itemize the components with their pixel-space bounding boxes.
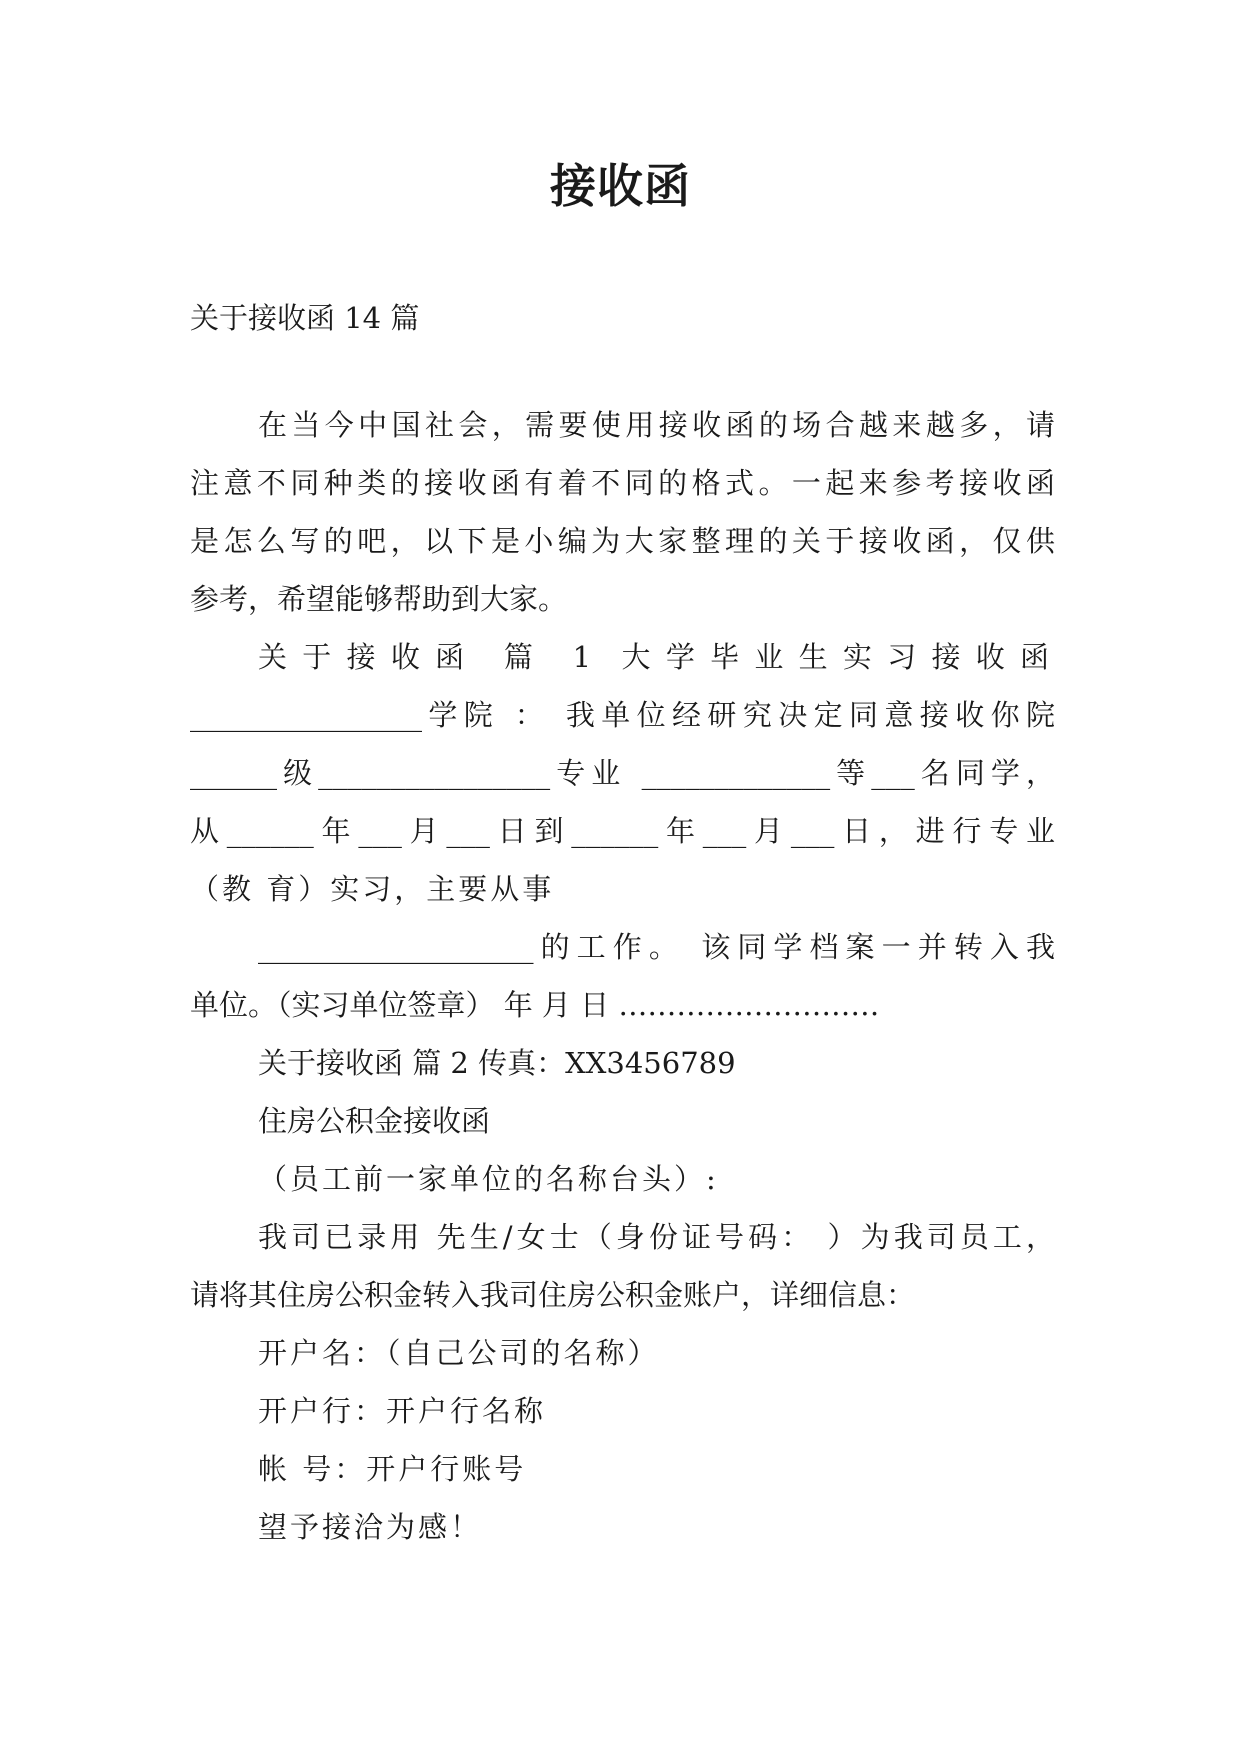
document-subtitle: 关于接收函 14 篇	[190, 301, 420, 335]
paragraph-line: 单位。（实习单位签章） 年 月 日 ………………………	[190, 988, 880, 1022]
paragraph-line: 我司已录用 先生/女士（身份证号码： ）为我司员工，	[258, 1220, 1055, 1254]
section-heading: 关于接收函 篇 2 传真：XX3456789	[258, 1046, 736, 1080]
paragraph-line: （教 育）实习，主要从事	[190, 872, 555, 906]
paragraph-line: 是怎么写的吧，以下是小编为大家整理的关于接收函，仅供	[190, 524, 1055, 558]
paragraph-line: 开户名：（自己公司的名称）	[258, 1336, 660, 1370]
paragraph-line: ________________学院 ： 我单位经研究决定同意接收你院	[190, 698, 1055, 732]
paragraph-line: 帐 号：开户行账号	[258, 1452, 527, 1486]
paragraph-line: ______级________________专业 _____________等___名同学，	[190, 756, 1055, 790]
paragraph-line: 注意不同种类的接收函有着不同的格式。一起来参考接收函	[190, 466, 1055, 500]
paragraph-line: （员工前一家单位的名称台头）:	[258, 1162, 719, 1196]
paragraph-line: 请将其住房公积金转入我司住房公积金账户，详细信息：	[190, 1278, 916, 1312]
paragraph-line: 住房公积金接收函	[258, 1104, 491, 1138]
paragraph-line: 参考，希望能够帮助到大家。	[190, 582, 568, 616]
paragraph-line: ___________________的工作。 该同学档案一并转入我	[258, 930, 1055, 964]
document-title: 接收函	[550, 159, 691, 213]
paragraph-line: 从______年___月___日到______年___月___日，进行专业	[190, 814, 1055, 848]
paragraph-line: 开户行：开户行名称	[258, 1394, 547, 1428]
section-heading: 关于接收函 篇 1 大学毕业生实习接收函	[258, 640, 1055, 674]
paragraph-line: 望予接洽为感！	[258, 1510, 483, 1544]
paragraph-line: 在当今中国社会，需要使用接收函的场合越来越多，请	[258, 408, 1055, 442]
